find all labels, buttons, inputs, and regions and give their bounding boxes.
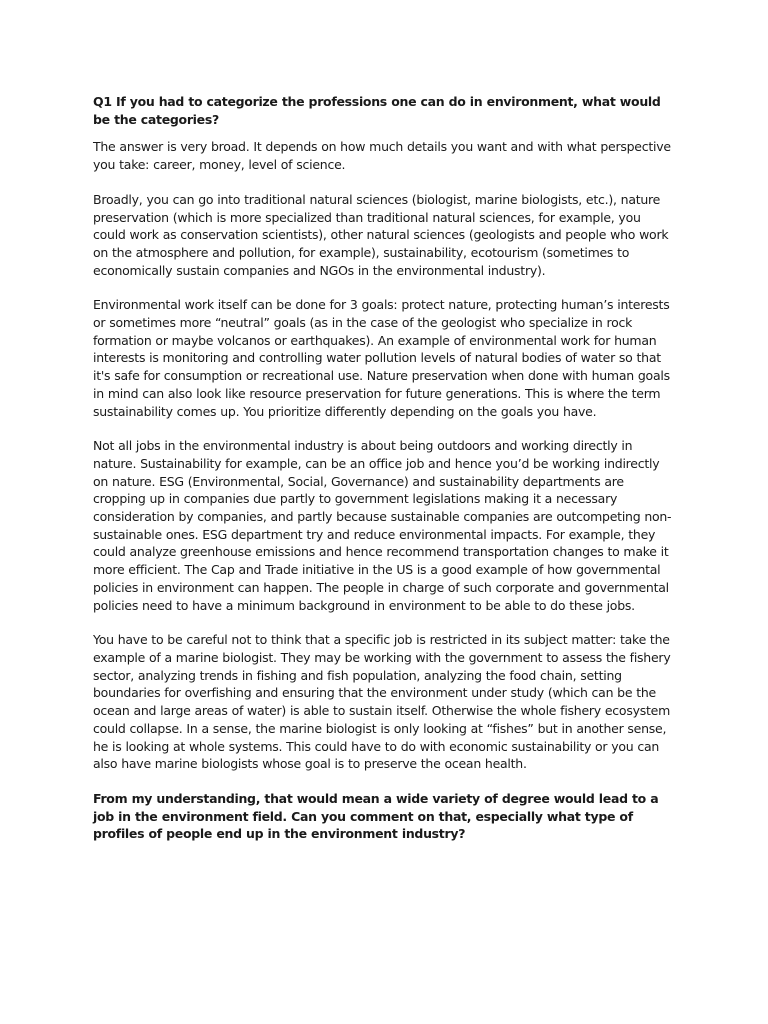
answer-paragraph-3: Environmental work itself can be done for 3 goals: protect nature, protecting human’s interests or sometimes more “neutral” goals (as in the case of the geologist who specialize in rock formation or maybe volcanos or earthquakes). An example of environmental work for human interests is monitoring and controlling water pollution levels of natural bodies of water so that it's safe for consumption or recreational use. Nature preservation when done with human goals in mind can also look like resource preservation for future generations. This is where the term sustainability comes up. You prioritize differently depending on the goals you have.: [93, 297, 670, 419]
answer-paragraph-1: The answer is very broad. It depends on how much details you want and with what perspective you take: career, money, level of science.: [93, 139, 671, 173]
answer-paragraph-2: Broadly, you can go into traditional natural sciences (biologist, marine biologists, etc.), nature preservation (which is more specialized than traditional natural sciences, for example, you could work as conservation scientists), other natural sciences (geologists and people who work on the atmosphere and pollution, for example), sustainability, ecotourism (sometimes to economically sustain companies and NGOs in the environmental industry).: [93, 191, 669, 278]
document-page: [93, 93, 677, 843]
question-2-heading: From my understanding, that would mean a wide variety of degree would lead to a job in the environment field. Can you comment on that, especially what type of profiles of people end up in the environment industry?: [93, 790, 659, 842]
answer-paragraph-5: You have to be careful not to think that a specific job is restricted in its subject matter: take the example of a marine biologist. They may be working with the government to assess the fishery sector, analyzing trends in fishing and fish population, analyzing the food chain, setting boundaries for overfishing and ensuring that the environment under study (which can be the ocean and large areas of water) is able to sustain itself. Otherwise the whole fishery ecosystem could collapse. In a sense, the marine biologist is only looking at “fishes” but in another sense, he is looking at whole systems. This could have to do with economic sustainability or you can also have marine biologists whose goal is to preserve the ocean health.: [93, 632, 671, 772]
answer-paragraph-4: Not all jobs in the environmental industry is about being outdoors and working directly in nature. Sustainability for example, can be an office job and hence you’d be working indirectly on nature. ESG (Environmental, Social, Governance) and sustainability departments are cropping up in companies due partly to government legislations making it a necessary consideration by companies, and partly because sustainable companies are outcompeting non-sustainable ones. ESG department try and reduce environmental impacts. For example, they could analyze greenhouse emissions and hence recommend transportation changes to make it more efficient. The Cap and Trade initiative in the US is a good example of how governmental policies in environment can happen. The people in charge of such corporate and governmental policies need to have a minimum background in environment to be able to do these jobs.: [93, 438, 672, 613]
question-1-heading: Q1 If you had to categorize the professions one can do in environment, what would be the categories?: [93, 94, 661, 127]
